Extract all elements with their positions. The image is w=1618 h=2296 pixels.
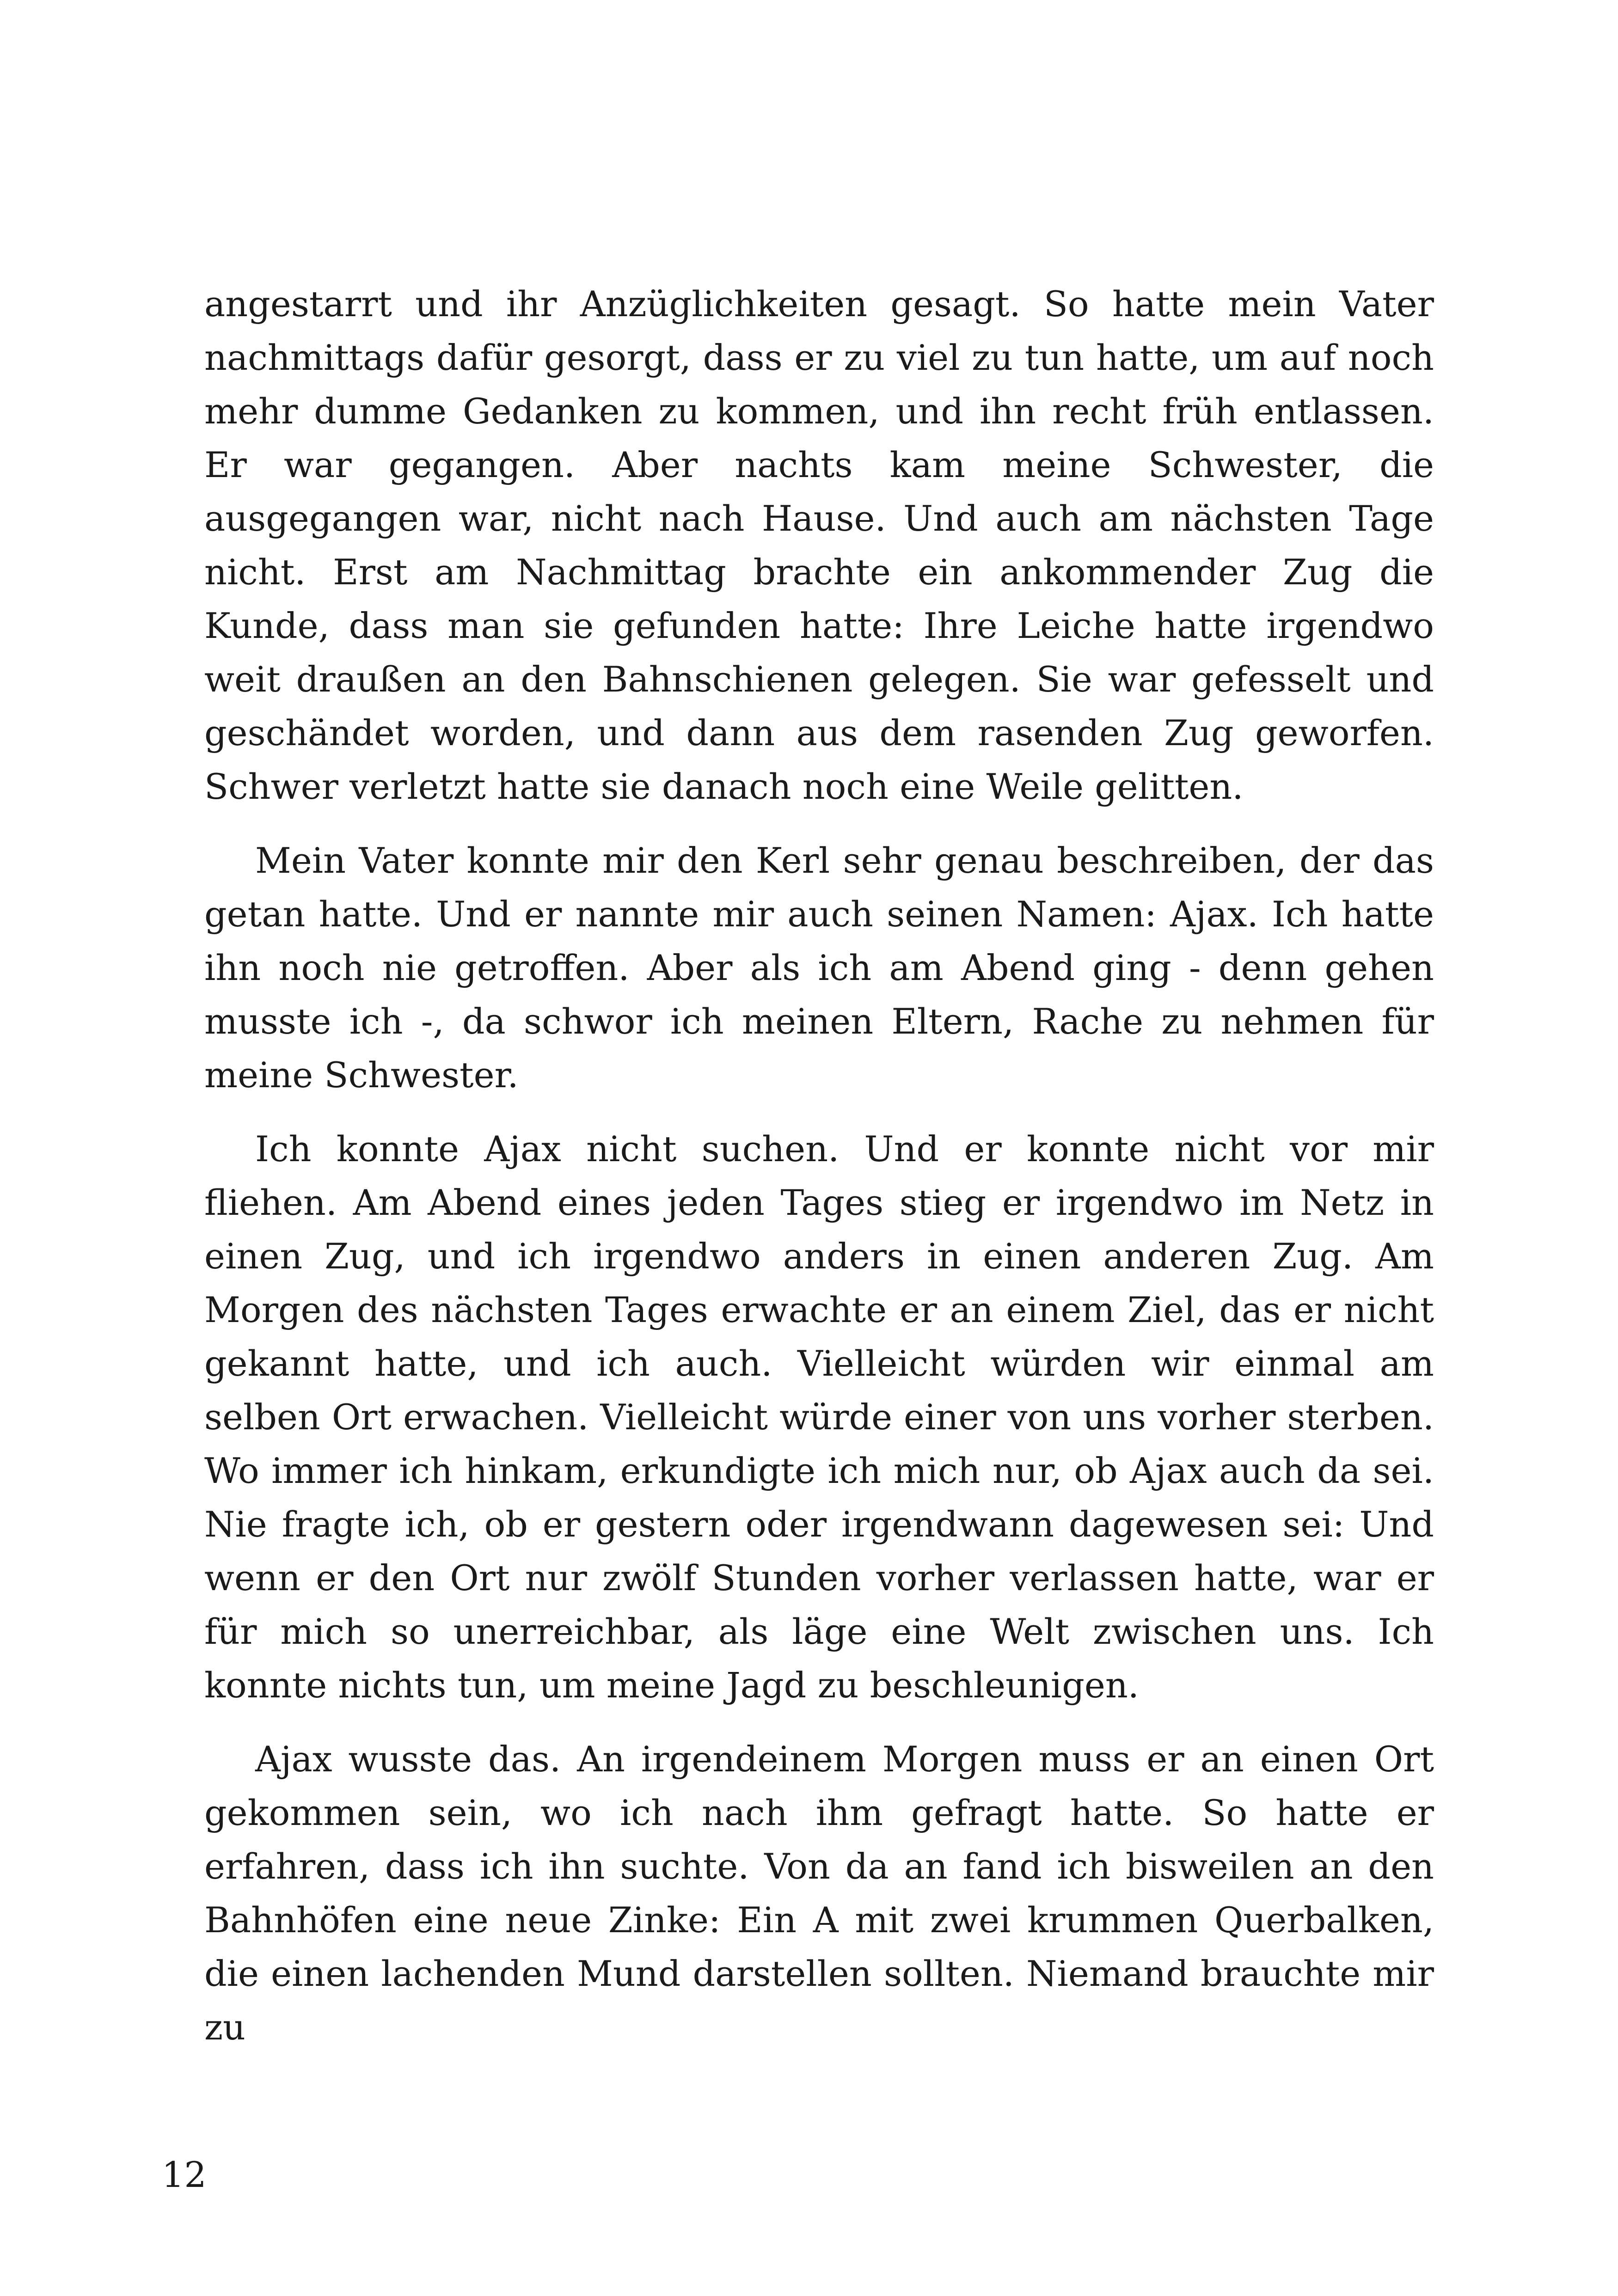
page-number: 12 [162,2154,207,2195]
paragraph-4: Ajax wusste das. An irgendeinem Morgen muss er an einen Ort gekommen sein, wo ich nach ihm gefragt hatte. So hatte er erfahren, dass ich ihn suchte. Von da an fand ich bisweilen an den Bahnhöfen eine neue Zinke: Ein A mit zwei krummen Querbalken, die einen lachenden Mund darstellen sollten. Niemand brauchte mir zu [204,1739,1434,2048]
body-text [204,277,1434,2054]
paragraph-2: Mein Vater konnte mir den Kerl sehr genau beschreiben, der das getan hatte. Und er nannte mir auch seinen Namen: Ajax. Ich hatte ihn noch nie getroffen. Aber als ich am Abend ging - denn gehen musste ich -, da schwor ich meinen Eltern, Rache zu nehmen für meine Schwester. [204,840,1434,1096]
paragraph-1: angestarrt und ihr Anzüglichkeiten gesagt. So hatte mein Vater nachmittags dafür gesorgt, dass er zu viel zu tun hatte, um auf noch mehr dumme Gedanken zu kommen, und ihn recht früh entlassen. Er war gegangen. Aber nachts kam meine Schwester, die ausgegangen war, nicht nach Hause. Und auch am nächsten Tage nicht. Erst am Nachmittag brachte ein ankommender Zug die Kunde, dass man sie gefunden hatte: Ihre Leiche hatte irgendwo weit draußen an den Bahnschienen gelegen. Sie war gefesselt und geschändet worden, und dann aus dem rasenden Zug geworfen. Schwer verletzt hatte sie danach noch eine Weile gelitten. [204,283,1434,807]
paragraph-3: Ich konnte Ajax nicht suchen. Und er konnte nicht vor mir fliehen. Am Abend eines jeden Tages stieg er irgendwo im Netz in einen Zug, und ich irgendwo anders in einen anderen Zug. Am Morgen des nächsten Tages erwachte er an einem Ziel, das er nicht gekannt hatte, und ich auch. Vielleicht würden wir einmal am selben Ort erwachen. Vielleicht würde einer von uns vorher sterben. Wo immer ich hinkam, erkundigte ich mich nur, ob Ajax auch da sei. Nie fragte ich, ob er gestern oder irgendwann dagewesen sei: Und wenn er den Ort nur zwölf Stunden vorher verlassen hatte, war er für mich so unerreichbar, als läge eine Welt zwischen uns. Ich konnte nichts tun, um meine Jagd zu beschleunigen. [204,1128,1434,1706]
